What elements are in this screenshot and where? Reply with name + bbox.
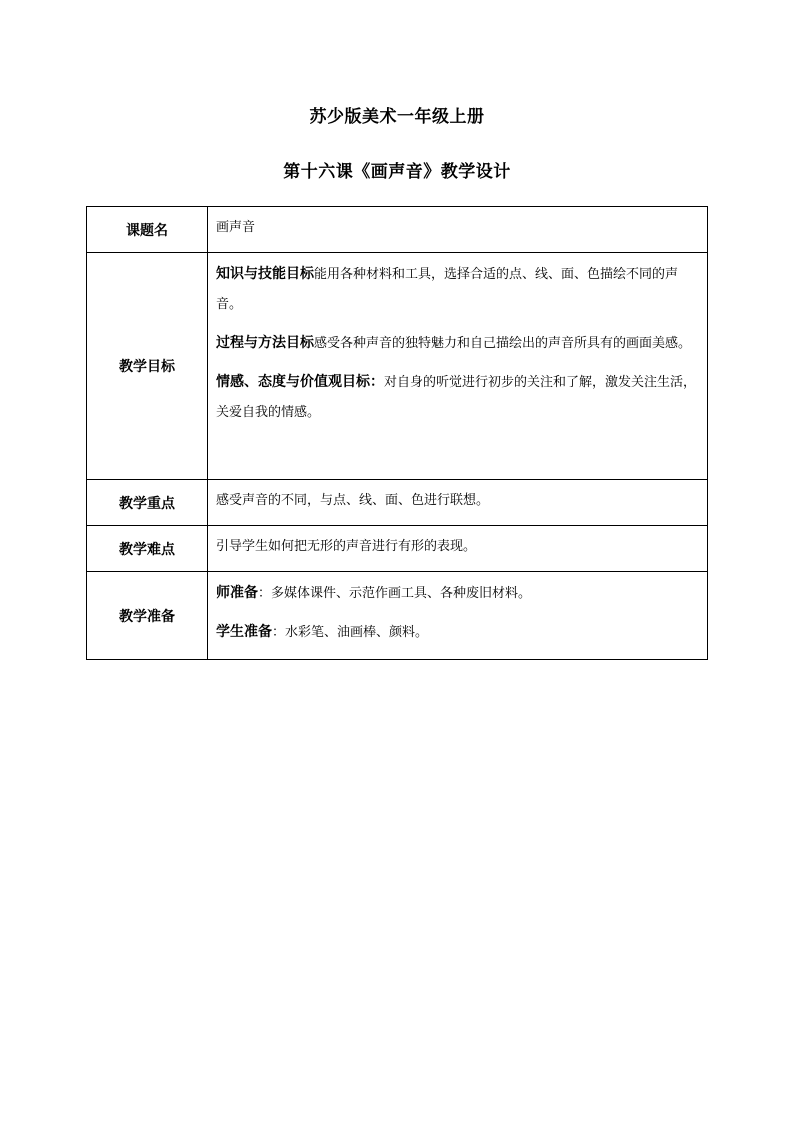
goal-emotion-values-heading: 情感、态度与价值观目标： — [216, 374, 384, 390]
goal-knowledge-skills — [216, 259, 701, 320]
document-subtitle: 第十六课《画声音》教学设计 — [283, 162, 511, 182]
table-row-difficulty — [87, 526, 708, 572]
difficulty-value: 引导学生如何把无形的声音进行有形的表现。 — [208, 526, 708, 572]
goal-process-methods-heading: 过程与方法目标 — [216, 335, 314, 351]
table-row-focus — [87, 480, 708, 526]
prep-student — [216, 617, 701, 648]
goal-process-methods-text: 感受各种声音的独特魅力和自己描绘出的声音所具有的画面美感。 — [314, 336, 692, 351]
goal-emotion-values — [216, 367, 701, 428]
table-row-preparation — [87, 572, 708, 660]
goal-process-methods — [216, 328, 701, 359]
prep-student-heading: 学生准备 — [216, 624, 272, 640]
focus-label: 教学重点 — [87, 480, 208, 526]
goals-label: 教学目标 — [87, 253, 208, 480]
table-row-topic — [87, 207, 708, 253]
preparation-content — [208, 572, 708, 660]
goal-knowledge-skills-text: 能用各种材料和工具，选择合适的点、线、面、色描绘不同的声音。 — [216, 267, 679, 312]
topic-value: 画声音 — [208, 207, 708, 253]
topic-label: 课题名 — [87, 207, 208, 253]
prep-teacher — [216, 578, 701, 609]
goal-knowledge-skills-heading: 知识与技能目标 — [216, 266, 314, 282]
focus-value: 感受声音的不同，与点、线、面、色进行联想。 — [208, 480, 708, 526]
goals-content — [208, 253, 708, 480]
lesson-plan-table — [86, 206, 708, 660]
goal-emotion-values-text: 对自身的听觉进行初步的关注和了解，激发关注生活，关爱自我的情感。 — [216, 375, 697, 420]
difficulty-label: 教学难点 — [87, 526, 208, 572]
prep-student-text: ：水彩笔、油画棒、颜料。 — [272, 625, 429, 640]
prep-teacher-heading: 师准备 — [216, 585, 258, 601]
table-row-goals — [87, 253, 708, 480]
prep-teacher-text: ：多媒体课件、示范作画工具、各种废旧材料。 — [258, 586, 532, 601]
document-title: 苏少版美术一年级上册 — [309, 107, 485, 127]
preparation-label: 教学准备 — [87, 572, 208, 660]
